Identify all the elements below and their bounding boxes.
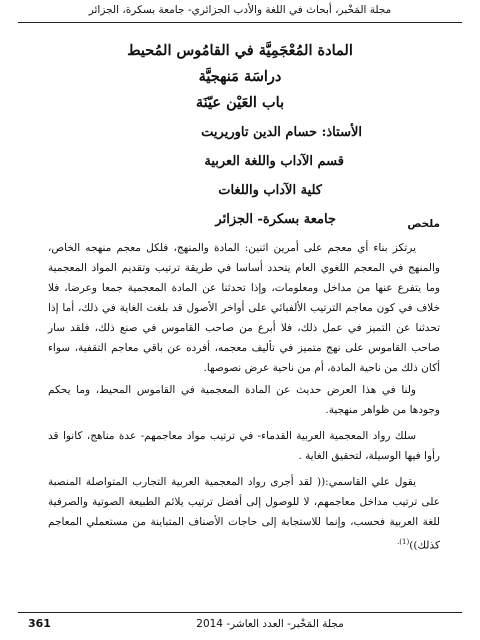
title-line-3: باب العَيْن عيّنَة — [195, 94, 285, 111]
page-number: 361 — [28, 617, 51, 630]
author-department: قسم الآداب واللغة العربية — [204, 154, 344, 169]
author-university: جامعة بسكرة- الجزائر — [215, 212, 336, 227]
author-name: الأستاذ: حسام الدين تاوريريت — [201, 125, 362, 140]
header-divider — [18, 22, 462, 23]
author-info — [201, 118, 362, 234]
title-line-1: المادة المُعْجَمِيَّة في القامُوس المُحيط — [127, 42, 353, 59]
author-faculty: كلية الآداب واللغات — [218, 183, 322, 198]
paragraph-1: يرتكز بناء أي معجم على أمرين اثنين: المادة والمنهج، فلكل معجم منهجه الخاص، والمنهج في المعجم اللغوي العام يتحدد أساسا في طريقة ترتيب وتقديم المواد المعجمية وما يتفرع عنها من مداخل ومعلومات، وإذا تحدثنا عن المادة المعجمية جمعا وعرضا، فلا خلاف في كون معاجم الترتيب الألفبائي على أواخر الأصول قد بلغت الغاية في ذلك، أما إذا تحدثنا عن التميز في عمل ذلك، فلا أبرع من صاحب القاموس في صنع ذلك، فلقد سار صاحب القاموس على نهج متميز في تأليف معجمه، أفرده عن باقي معاجم التقفية، سواء أكان ذلك من ناحية المادة، أم من ناحية عرض نصوصها. — [48, 242, 440, 374]
paragraph-4-text: يقول علي القاسمي:(( لقد أجرى رواد المعجمية العربية التجارب المتواصلة المنصبة على ترتيب مداخل معاجمهم، لا للوصول إلى أفضل ترتيب يلائم الطبيعة الصوتية والصرفية للغة العربية فحسب، وإنما للاستجابة إلى حاجات الأصناف المتباينة من مستعملي المعاجم كذلك)) — [48, 476, 440, 552]
abstract-heading: ملخص — [407, 218, 440, 230]
footer-divider — [18, 612, 462, 613]
abstract-body — [48, 238, 440, 558]
title-line-2: دراسَة مَنهجيَّة — [198, 68, 282, 85]
paragraph-4 — [48, 472, 440, 556]
paragraph-2: ولنا في هذا العرض حديث عن المادة المعجمية في القاموس المحيط، وما يحكم وجودها من ظواهر منهجية. — [48, 384, 440, 416]
paragraph-3: سلك رواد المعجمية العربية القدماء- في ترتيب مواد معاجمهم- عدة مناهج، كانوا قد رأوا فيها الوسيلة، لتحقيق الغاية . — [48, 430, 440, 462]
article-title — [40, 38, 440, 116]
footer-journal: مجلة المَخْبر- العدد العاشر- 2014 — [196, 618, 344, 630]
footnote-marker[interactable]: (1). — [397, 538, 410, 546]
running-header: مجلة المَخْبر، أبحاث في اللغة والأدب الجزائري- جامعة بسكرة، الجزائر — [88, 4, 392, 16]
